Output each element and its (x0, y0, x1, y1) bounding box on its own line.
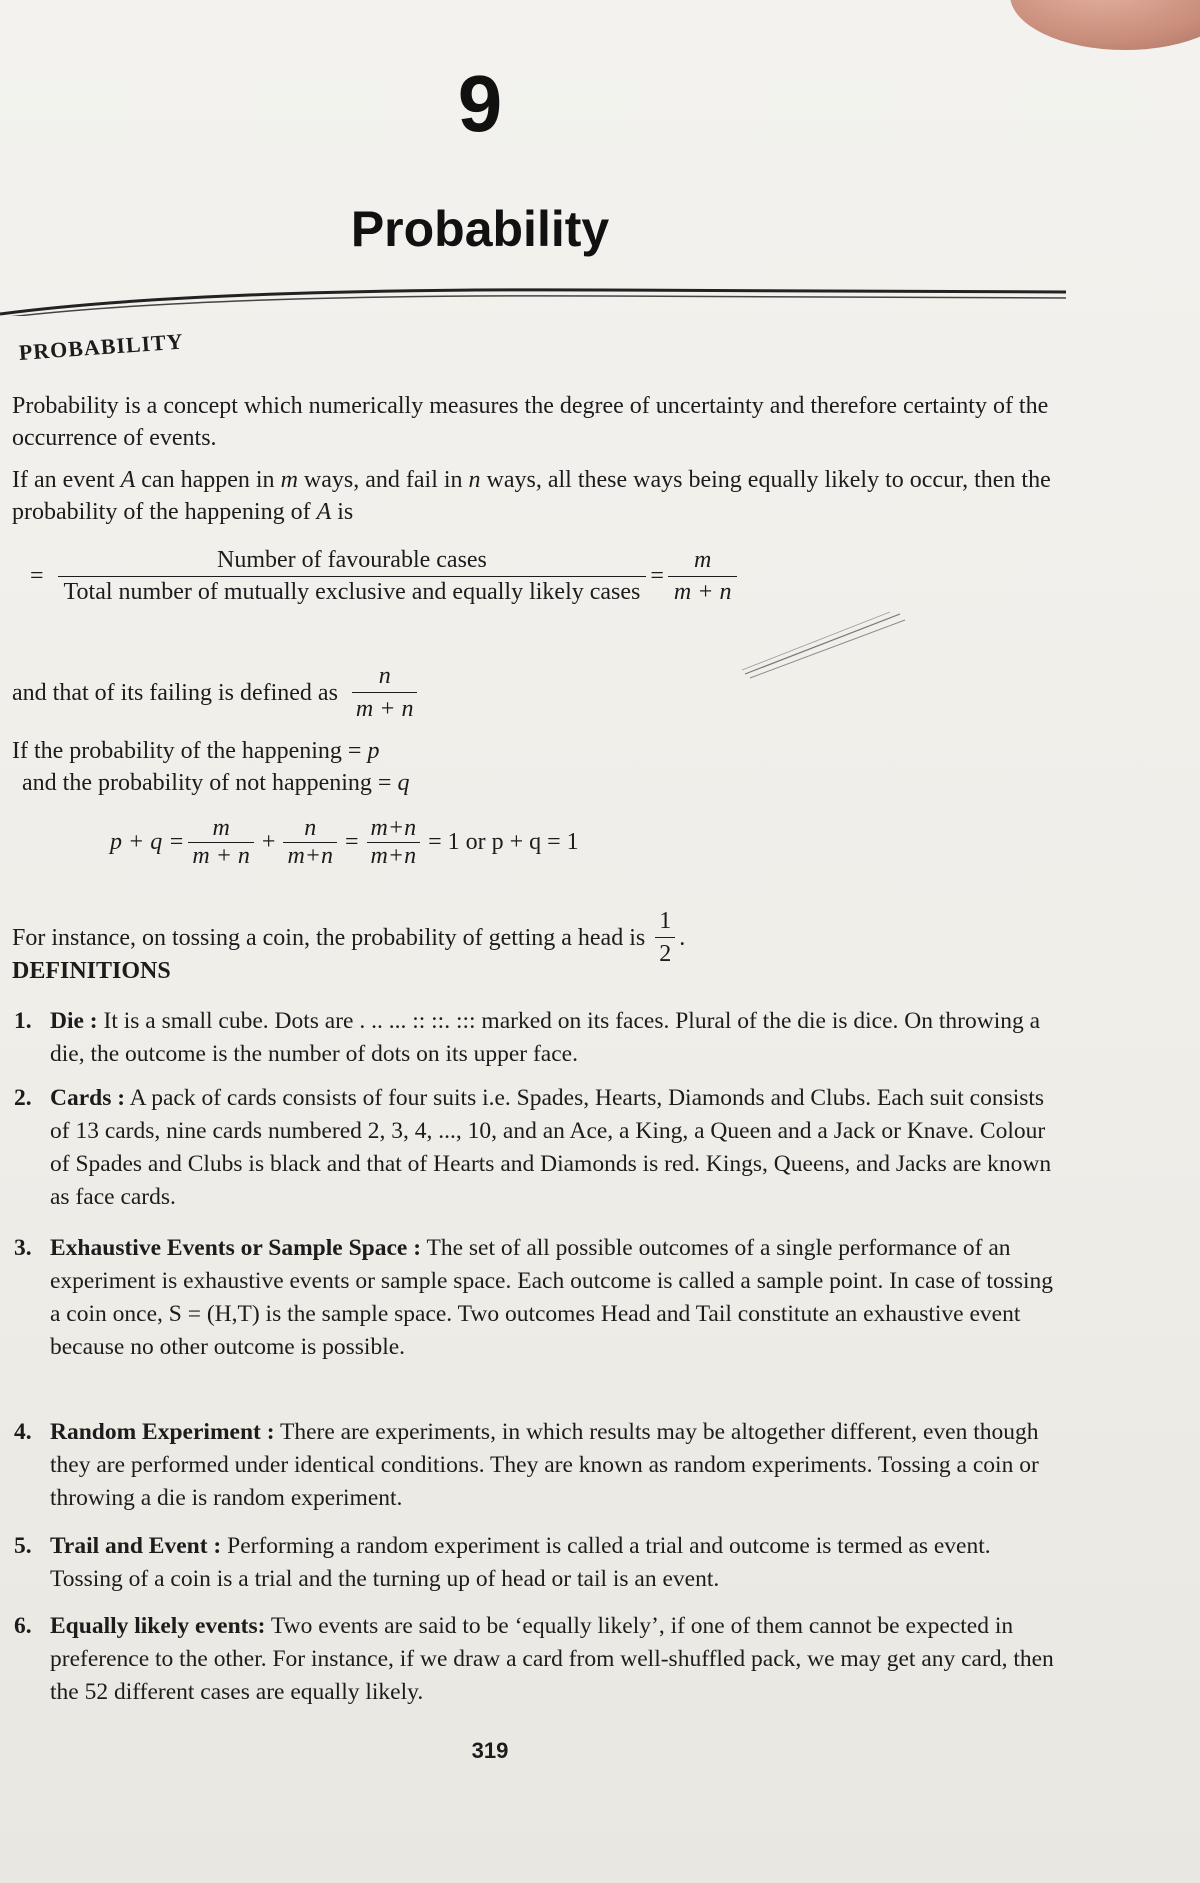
sum-formula (110, 815, 583, 870)
intro-definition-text: Probability is a concept which numerically measures the degree of uncertainty and therefore certainty of the occurrence of events. (12, 393, 1049, 451)
formula-equals: = (30, 563, 44, 589)
chapter-number: 9 (457, 59, 503, 148)
sum-f3-den: m+n (370, 843, 417, 869)
formula-short-den: m + n (673, 579, 732, 605)
sum-lhs: p + q = (110, 829, 185, 855)
definition-item (14, 1416, 1064, 1515)
definition-item (14, 1530, 1064, 1596)
sum-fraction-3 (367, 815, 421, 870)
sum-plus: + (261, 829, 276, 855)
formula-short-num: m (668, 545, 738, 577)
formula-numerator: Number of favourable cases (58, 545, 647, 577)
instance-num: 1 (655, 905, 675, 938)
section-heading: PROBABILITY (18, 328, 185, 365)
definition-term: Equally likely events: (50, 1613, 266, 1639)
definition-term: Die : (50, 1008, 98, 1034)
failing-den: m + n (355, 696, 414, 722)
chapter-rule (0, 284, 1066, 316)
definition-item (14, 1005, 1064, 1071)
sum-f1-den: m + n (192, 843, 250, 869)
definition-term: Exhaustive Events or Sample Space : (50, 1235, 422, 1261)
definitions-heading: DEFINITIONS (12, 958, 171, 984)
failing-fraction (352, 660, 418, 725)
definition-term: Trail and Event : (50, 1533, 222, 1559)
sum-fraction-1 (188, 815, 254, 870)
definition-item (14, 1610, 1064, 1709)
failing-text: and that of its failing is defined as (12, 679, 338, 706)
definition-number: 2. (14, 1085, 32, 1111)
definition-number: 5. (14, 1533, 32, 1559)
formula-equals-2: = (650, 563, 664, 589)
definition-number: 1. (14, 1008, 32, 1034)
definition-term: Cards : (50, 1085, 126, 1111)
intro-definition (12, 390, 1052, 454)
event-paragraph (12, 464, 1052, 528)
definition-item (14, 1232, 1064, 1364)
sum-result: = 1 or p + q = 1 (428, 829, 579, 855)
failing-paragraph (12, 660, 1052, 725)
event-text: If an event A can happen in m ways, and fail in n ways, all these ways being equally likely to occur, then the probability of the happening of A is (12, 467, 1051, 525)
sum-f1-num: m (188, 815, 254, 843)
definition-text: Performing a random experiment is called a trial and outcome is termed as event. Tossing of a coin is a trial and the turning up of head or tail is an event. (50, 1533, 991, 1592)
chapter-title: Probability (350, 201, 610, 257)
instance-fraction (655, 905, 675, 970)
instance-den: 2 (659, 941, 672, 967)
pq-paragraph (12, 735, 1052, 799)
definition-item (14, 1082, 1064, 1214)
instance-end: . (679, 924, 686, 951)
page-number: 319 (471, 1738, 509, 1763)
definition-text: A pack of cards consists of four suits i.e. Spades, Hearts, Diamonds and Clubs. Each suit consists of 13 cards, nine cards numbered 2, 3, 4, ..., 10, and an Ace, a King, a Queen and a Jack or Knave. Colour of Spades and Clubs is black and that of Hearts and Diamonds is red. Kings, Queens, and Jacks are known as face cards. (50, 1085, 1052, 1210)
formula-short-fraction (668, 545, 738, 608)
probability-formula (30, 545, 741, 608)
sum-fraction-2 (283, 815, 337, 870)
formula-fraction (58, 545, 647, 608)
formula-denominator: Total number of mutually exclusive and equally likely cases (63, 579, 641, 605)
definition-text: The set of all possible outcomes of a single performance of an experiment is exhaustive events or sample space. Each outcome is called a sample point. In case of tossing a coin once, S = (H,T) is the sample space. Two outcomes Head and Tail constitute an exhaustive event because no other outcome is possible. (50, 1235, 1054, 1360)
definition-number: 4. (14, 1419, 32, 1445)
sum-f2-num: n (283, 815, 337, 843)
definition-text: It is a small cube. Dots are . .. ... :: ::. ::: marked on its faces. Plural of the die is dice. On throwing a die, the outcome is the number of dots on its upper face. (50, 1008, 1041, 1067)
instance-text: For instance, on tossing a coin, the probability of getting a head is (12, 924, 646, 951)
sum-f3-num: m+n (367, 815, 421, 843)
definition-number: 3. (14, 1235, 32, 1261)
definition-number: 6. (14, 1613, 32, 1639)
sum-f2-den: m+n (287, 843, 333, 869)
pq-line-2: and the probability of not happening = q (22, 770, 410, 796)
definition-term: Random Experiment : (50, 1419, 275, 1445)
thumb-in-corner (1010, 0, 1200, 50)
pq-line-1: If the probability of the happening = p (12, 738, 380, 764)
definition-text: There are experiments, in which results may be altogether different, even though they are performed under identical conditions. They are known as random experiments. Tossing a coin or throwing a die is random experiment. (50, 1419, 1039, 1511)
failing-num: n (352, 660, 418, 693)
definition-text: Two events are said to be ‘equally likely’, if one of them cannot be expected in preference to the other. For instance, if we draw a card from well-shuffled pack, we may get any card, then the 52 different cases are equally likely. (50, 1613, 1054, 1705)
sum-equals: = (345, 829, 359, 855)
